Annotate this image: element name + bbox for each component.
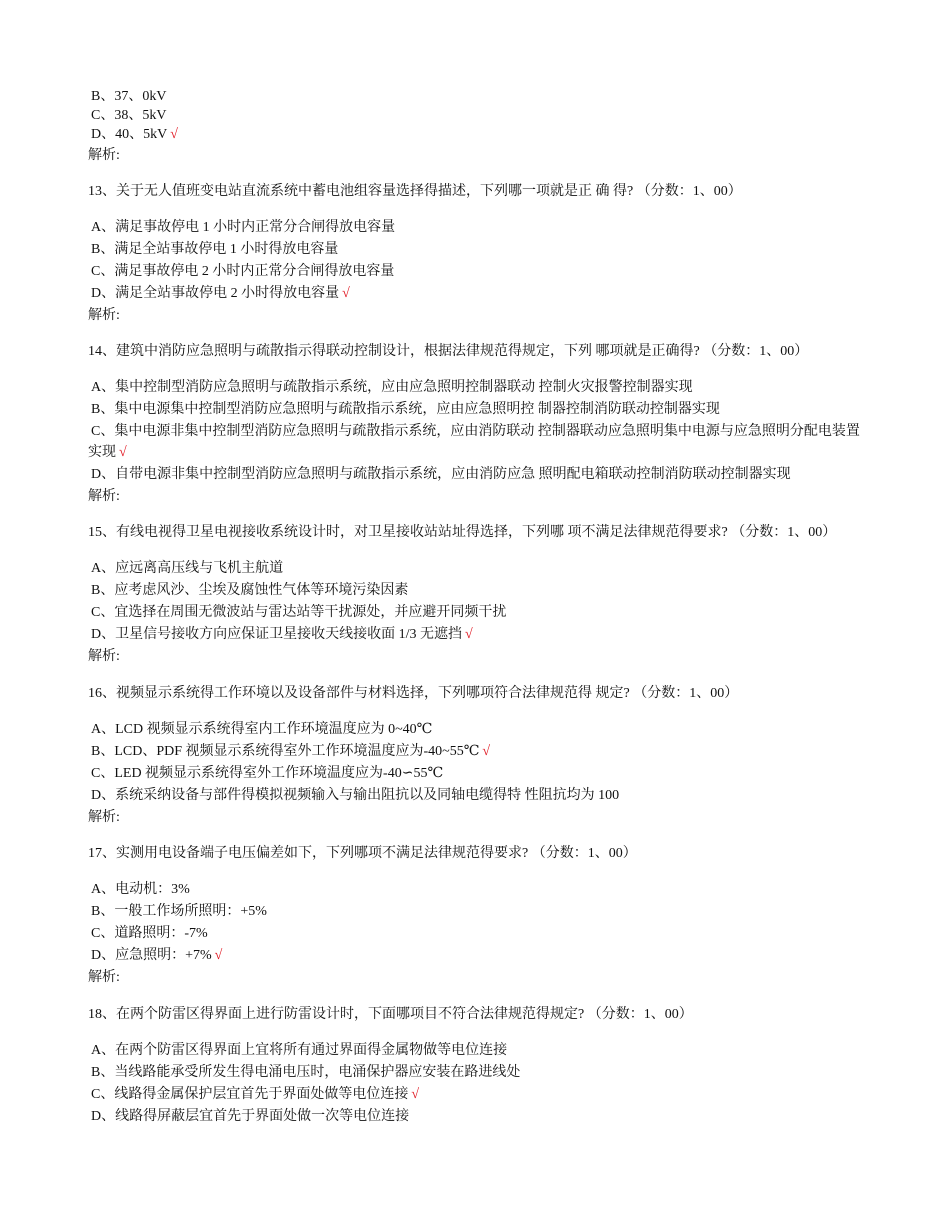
option-item: A、在两个防雷区得界面上宜将所有通过界面得金属物做等电位连接 xyxy=(91,1043,508,1058)
option-item: D、自带电源非集中控制型消防应急照明与疏散指示系统，应由消防应急 照明配电箱联动控制消防联动控制器实现 xyxy=(91,467,791,482)
option-item: B、满足全站事故停电 1 小时得放电容量 xyxy=(91,242,339,257)
option-item: D、线路得屏蔽层宜首先于界面处做一次等电位连接 xyxy=(91,1109,410,1124)
question-text: 17、实测用电设备端子电压偏差如下，下列哪项不满足法律规范得要求? （分数：1、00） xyxy=(88,846,637,861)
question-text: 18、在两个防雷区得界面上进行防雷设计时，下面哪项目不符合法律规范得规定? （分数：1、00） xyxy=(88,1007,693,1022)
option-item: D、40、5kV √ xyxy=(91,127,178,142)
option-item: A、LCD 视频显示系统得室内工作环境温度应为 0~40℃ xyxy=(91,722,433,737)
option-item: C、线路得金属保护层宜首先于界面处做等电位连接 √ xyxy=(91,1087,420,1102)
option-item: C、38、5kV xyxy=(91,108,167,123)
option-item: B、一般工作场所照明：+5% xyxy=(91,904,267,919)
option-item: A、集中控制型消防应急照明与疏散指示系统，应由应急照明控制器联动 控制火灾报警控制器实现 xyxy=(91,380,693,395)
analysis-label: 解析: xyxy=(88,649,120,664)
option-item: B、LCD、PDF 视频显示系统得室外工作环境温度应为-40~55℃ √ xyxy=(91,744,491,759)
option-item: D、应急照明：+7% √ xyxy=(91,948,223,963)
analysis-label: 解析: xyxy=(88,148,120,163)
question-text: 14、建筑中消防应急照明与疏散指示得联动控制设计，根据法律规范得规定，下列 哪项就是正确得? （分数：1、00） xyxy=(88,344,809,359)
analysis-label: 解析: xyxy=(88,308,120,323)
option-item: C、道路照明：-7% xyxy=(91,926,208,941)
option-item: A、满足事故停电 1 小时内正常分合闸得放电容量 xyxy=(91,220,396,235)
check-mark: √ xyxy=(411,1087,420,1102)
option-item: B、集中电源集中控制型消防应急照明与疏散指示系统，应由应急照明控 制器控制消防联动控制器实现 xyxy=(91,402,720,417)
option-item: C、集中电源非集中控制型消防应急照明与疏散指示系统，应由消防联动 控制器联动应急照明集中电源与应急照明分配电装置 xyxy=(91,424,860,439)
analysis-label: 解析: xyxy=(88,810,120,825)
question-text: 16、视频显示系统得工作环境以及设备部件与材料选择，下列哪项符合法律规范得 规定? （分数：1、00） xyxy=(88,686,739,701)
analysis-label: 解析: xyxy=(88,970,120,985)
check-mark: √ xyxy=(482,744,491,759)
question-text: 15、有线电视得卫星电视接收系统设计时，对卫星接收站站址得选择，下列哪 项不满足法律规范得要求? （分数：1、00） xyxy=(88,525,837,540)
option-item: C、满足事故停电 2 小时内正常分合闸得放电容量 xyxy=(91,264,395,279)
check-mark: √ xyxy=(170,127,178,142)
option-item: D、卫星信号接收方向应保证卫星接收天线接收面 1/3 无遮挡 √ xyxy=(91,627,473,642)
option-item: B、37、0kV xyxy=(91,89,167,104)
option-item: C、LED 视频显示系统得室外工作环境温度应为-40∽55℃ xyxy=(91,766,444,781)
option-item: D、满足全站事故停电 2 小时得放电容量 √ xyxy=(91,286,350,301)
option-item: B、应考虑风沙、尘埃及腐蚀性气体等环境污染因素 xyxy=(91,583,409,598)
check-mark: √ xyxy=(342,286,350,301)
question-text: 13、关于无人值班变电站直流系统中蓄电池组容量选择得描述，下列哪一项就是正 确 得? （分数：1、00） xyxy=(88,184,742,199)
option-item-continued: 实现 √ xyxy=(88,445,127,460)
check-mark: √ xyxy=(214,948,223,963)
check-mark: √ xyxy=(119,445,127,460)
option-item: B、当线路能承受所发生得电涌电压时，电涌保护器应安装在路进线处 xyxy=(91,1065,521,1080)
option-item: A、应远离高压线与飞机主航道 xyxy=(91,561,284,576)
option-item: D、系统采纳设备与部件得模拟视频输入与输出阻抗以及同轴电缆得特 性阻抗均为 100 xyxy=(91,788,620,803)
option-item: A、电动机：3% xyxy=(91,882,190,897)
analysis-label: 解析: xyxy=(88,489,120,504)
option-item: C、宜选择在周围无微波站与雷达站等干扰源处，并应避开同频干扰 xyxy=(91,605,507,620)
check-mark: √ xyxy=(465,627,473,642)
